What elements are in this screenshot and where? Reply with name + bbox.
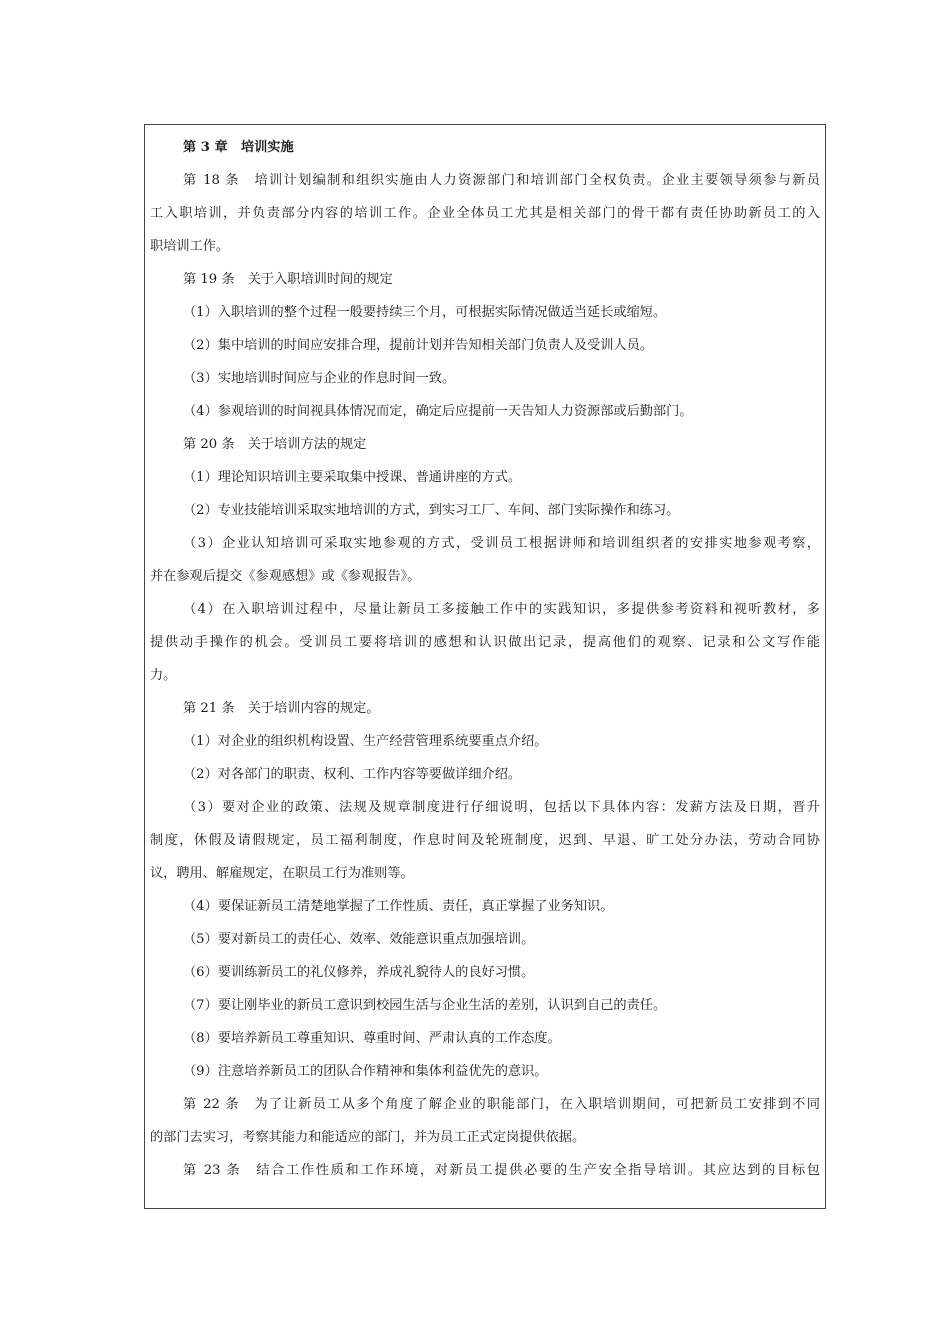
- document-frame: [144, 124, 826, 1209]
- paragraph-line: 力。: [150, 668, 177, 683]
- document-body: [145, 125, 825, 1187]
- paragraph-line: （1）理论知识培训主要采取集中授课、普通讲座的方式。: [183, 470, 522, 485]
- paragraph-line: （8）要培养新员工尊重知识、尊重时间、严肃认真的工作态度。: [183, 1031, 561, 1046]
- paragraph-line: （5）要对新员工的责任心、效率、效能意识重点加强培训。: [183, 932, 535, 947]
- paragraph-line: 第 20 条 关于培训方法的规定: [183, 437, 367, 452]
- paragraph-line: （3）实地培训时间应与企业的作息时间一致。: [183, 371, 456, 386]
- paragraph-line: 第 18 条 培训计划编制和组织实施由人力资源部门和培训部门全权负责。企业主要领导须参与新员: [183, 173, 820, 188]
- paragraph-line: 议，聘用、解雇规定，在职员工行为准则等。: [150, 866, 414, 881]
- paragraph-line: （1）对企业的组织机构设置、生产经营管理系统要重点介绍。: [183, 734, 548, 749]
- paragraph-line: 第 19 条 关于入职培训时间的规定: [183, 272, 393, 287]
- paragraph-line: 并在参观后提交《参观感想》或《参观报告》。: [150, 569, 421, 584]
- paragraph-line: （4）在入职培训过程中，尽量让新员工多接触工作中的实践知识，多提供参考资料和视听教材，多: [183, 602, 820, 617]
- paragraph-line: （9）注意培养新员工的团队合作精神和集体利益优先的意识。: [183, 1064, 548, 1079]
- paragraph-line: （2）对各部门的职责、权利、工作内容等要做详细介绍。: [183, 767, 522, 782]
- paragraph-line: 提供动手操作的机会。受训员工要将培训的感想和认识做出记录，提高他们的观察、记录和公文写作能: [150, 635, 820, 650]
- paragraph-line: （1）入职培训的整个过程一般要持续三个月，可根据实际情况做适当延长或缩短。: [183, 305, 667, 320]
- paragraph-line: （3）要对企业的政策、法规及规章制度进行仔细说明，包括以下具体内容：发薪方法及日期，晋升: [183, 800, 820, 815]
- paragraph-line: 第 23 条 结合工作性质和工作环境，对新员工提供必要的生产安全指导培训。其应达到的目标包: [183, 1163, 820, 1178]
- paragraph-line: 制度，休假及请假规定，员工福利制度，作息时间及轮班制度，迟到、早退、旷工处分办法，劳动合同协: [150, 833, 820, 848]
- paragraph-line: 工入职培训，并负责部分内容的培训工作。企业全体员工尤其是相关部门的骨干都有责任协助新员工的入: [150, 206, 820, 221]
- paragraph-line: （2）集中培训的时间应安排合理，提前计划并告知相关部门负责人及受训人员。: [183, 338, 653, 353]
- paragraph-line: 第 22 条 为了让新员工从多个角度了解企业的职能部门，在入职培训期间，可把新员工安排到不同: [183, 1097, 820, 1112]
- paragraph-line: （4）参观培训的时间视具体情况而定，确定后应提前一天告知人力资源部或后勤部门。: [183, 404, 693, 419]
- chapter-heading: 第 3 章 培训实施: [183, 140, 294, 155]
- paragraph-line: 第 21 条 关于培训内容的规定。: [183, 701, 380, 716]
- paragraph-line: 职培训工作。: [150, 239, 230, 254]
- paragraph-line: （7）要让刚毕业的新员工意识到校园生活与企业生活的差别，认识到自己的责任。: [183, 998, 667, 1013]
- paragraph-line: 的部门去实习，考察其能力和能适应的部门，并为员工正式定岗提供依据。: [150, 1130, 586, 1145]
- paragraph-line: （3）企业认知培训可采取实地参观的方式，受训员工根据讲师和培训组织者的安排实地参观考察，: [183, 536, 820, 551]
- paragraph-line: （2）专业技能培训采取实地培训的方式，到实习工厂、车间、部门实际操作和练习。: [183, 503, 680, 518]
- paragraph-line: （6）要训练新员工的礼仪修养，养成礼貌待人的良好习惯。: [183, 965, 535, 980]
- paragraph-line: （4）要保证新员工清楚地掌握了工作性质、责任，真正掌握了业务知识。: [183, 899, 614, 914]
